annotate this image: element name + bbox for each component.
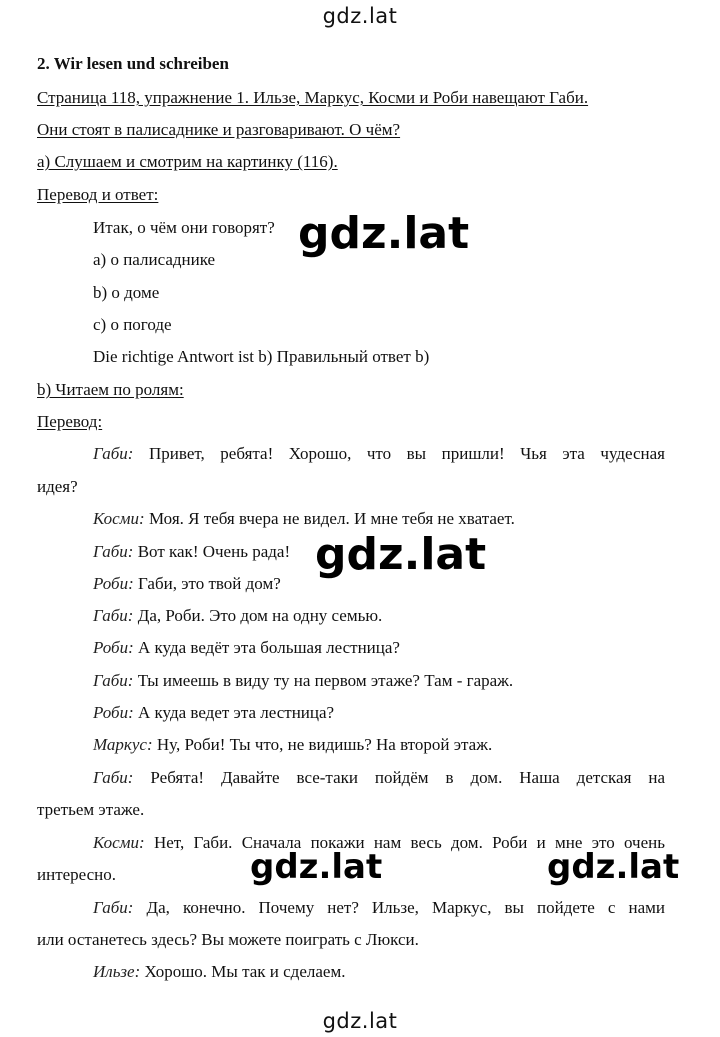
replica: Хорошо. Мы так и сделаем. — [144, 962, 346, 981]
speaker: Роби: — [93, 638, 134, 657]
dialogue-line — [93, 508, 515, 530]
replica: А куда ведет эта лестница? — [138, 703, 335, 722]
dialogue-line — [93, 573, 281, 595]
replica: Да, конечно. Почему нет? Ильзе, Маркус, вы пойдете с нами — [146, 898, 665, 917]
speaker: Маркус: — [93, 735, 153, 754]
speaker: Габи: — [93, 542, 134, 561]
dialogue-line — [93, 541, 290, 563]
replica: Нет, Габи. Сначала покажи нам весь дом. Роби и мне это очень — [153, 833, 665, 852]
speaker: Габи: — [93, 768, 134, 787]
dialogue-line — [93, 670, 513, 692]
dialogue-line — [93, 734, 492, 756]
speaker: Роби: — [93, 574, 134, 593]
watermark-top: gdz.lat — [322, 4, 398, 28]
replica: Да, Роби. Это дом на одну семью. — [137, 606, 383, 625]
part-b-title: b) Читаем по ролям: — [37, 380, 184, 399]
intro-line-2: Они стоят в палисаднике и разговаривают. О чём? — [37, 120, 401, 139]
replica: Ты имеешь в виду ту на первом этаже? Там - гараж. — [137, 671, 514, 690]
speaker: Роби: — [93, 703, 134, 722]
dialogue-line — [93, 961, 345, 983]
dialogue-line-cont: идея? — [37, 477, 78, 496]
part-a-title: а) Слушаем и смотрим на картинку (116). — [37, 152, 338, 171]
section-heading: 2. Wir lesen und schreiben — [37, 54, 229, 73]
part-a-subtitle: Перевод и ответ: — [37, 185, 159, 204]
dialogue-line — [93, 637, 400, 659]
speaker: Габи: — [93, 671, 134, 690]
dialogue-line-cont: третьем этаже. — [37, 800, 145, 819]
replica: Ну, Роби! Ты что, не видишь? На второй этаж. — [156, 735, 493, 754]
replica: Ребята! Давайте все-таки пойдём в дом. Наша детская на — [150, 768, 665, 787]
option-b: b) о доме — [93, 283, 160, 302]
answer: Die richtige Antwort ist b) Правильный ответ b) — [93, 347, 430, 366]
dialogue-line — [93, 897, 665, 919]
replica: А куда ведёт эта большая лестница? — [138, 638, 400, 657]
option-a: а) о палисаднике — [93, 250, 216, 269]
replica: Вот как! Очень рада! — [137, 542, 291, 561]
speaker: Ильзе: — [93, 962, 141, 981]
dialogue-line-cont: интересно. — [37, 865, 117, 884]
intro-line-1: Страница 118, упражнение 1. Ильзе, Маркус, Косми и Роби навещают Габи. — [37, 88, 589, 107]
dialogue-line — [93, 767, 665, 789]
speaker: Габи: — [93, 606, 134, 625]
watermark-overlay: gdz.lat — [315, 529, 487, 580]
watermark-overlay: gdz.lat — [250, 847, 383, 887]
option-c: c) о погоде — [93, 315, 172, 334]
speaker: Габи: — [93, 898, 134, 917]
watermark-overlay: gdz.lat — [547, 847, 680, 887]
dialogue-line — [93, 702, 334, 724]
question: Итак, о чём они говорят? — [93, 218, 275, 237]
replica: Моя. Я тебя вчера не видел. И мне тебя не хватает. — [148, 509, 515, 528]
speaker: Косми: — [93, 509, 145, 528]
speaker: Косми: — [93, 833, 145, 852]
replica: Габи, это твой дом? — [138, 574, 281, 593]
replica: Привет, ребята! Хорошо, что вы пришли! Чья эта чудесная — [149, 444, 665, 463]
watermark-bottom: gdz.lat — [322, 1009, 398, 1033]
dialogue-line — [93, 605, 382, 627]
dialogue-line — [93, 443, 665, 465]
part-b-subtitle: Перевод: — [37, 412, 103, 431]
speaker: Габи: — [93, 444, 134, 463]
dialogue-line-cont: или останетесь здесь? Вы можете поиграть с Люкси. — [37, 930, 419, 949]
watermark-overlay: gdz.lat — [298, 208, 470, 259]
